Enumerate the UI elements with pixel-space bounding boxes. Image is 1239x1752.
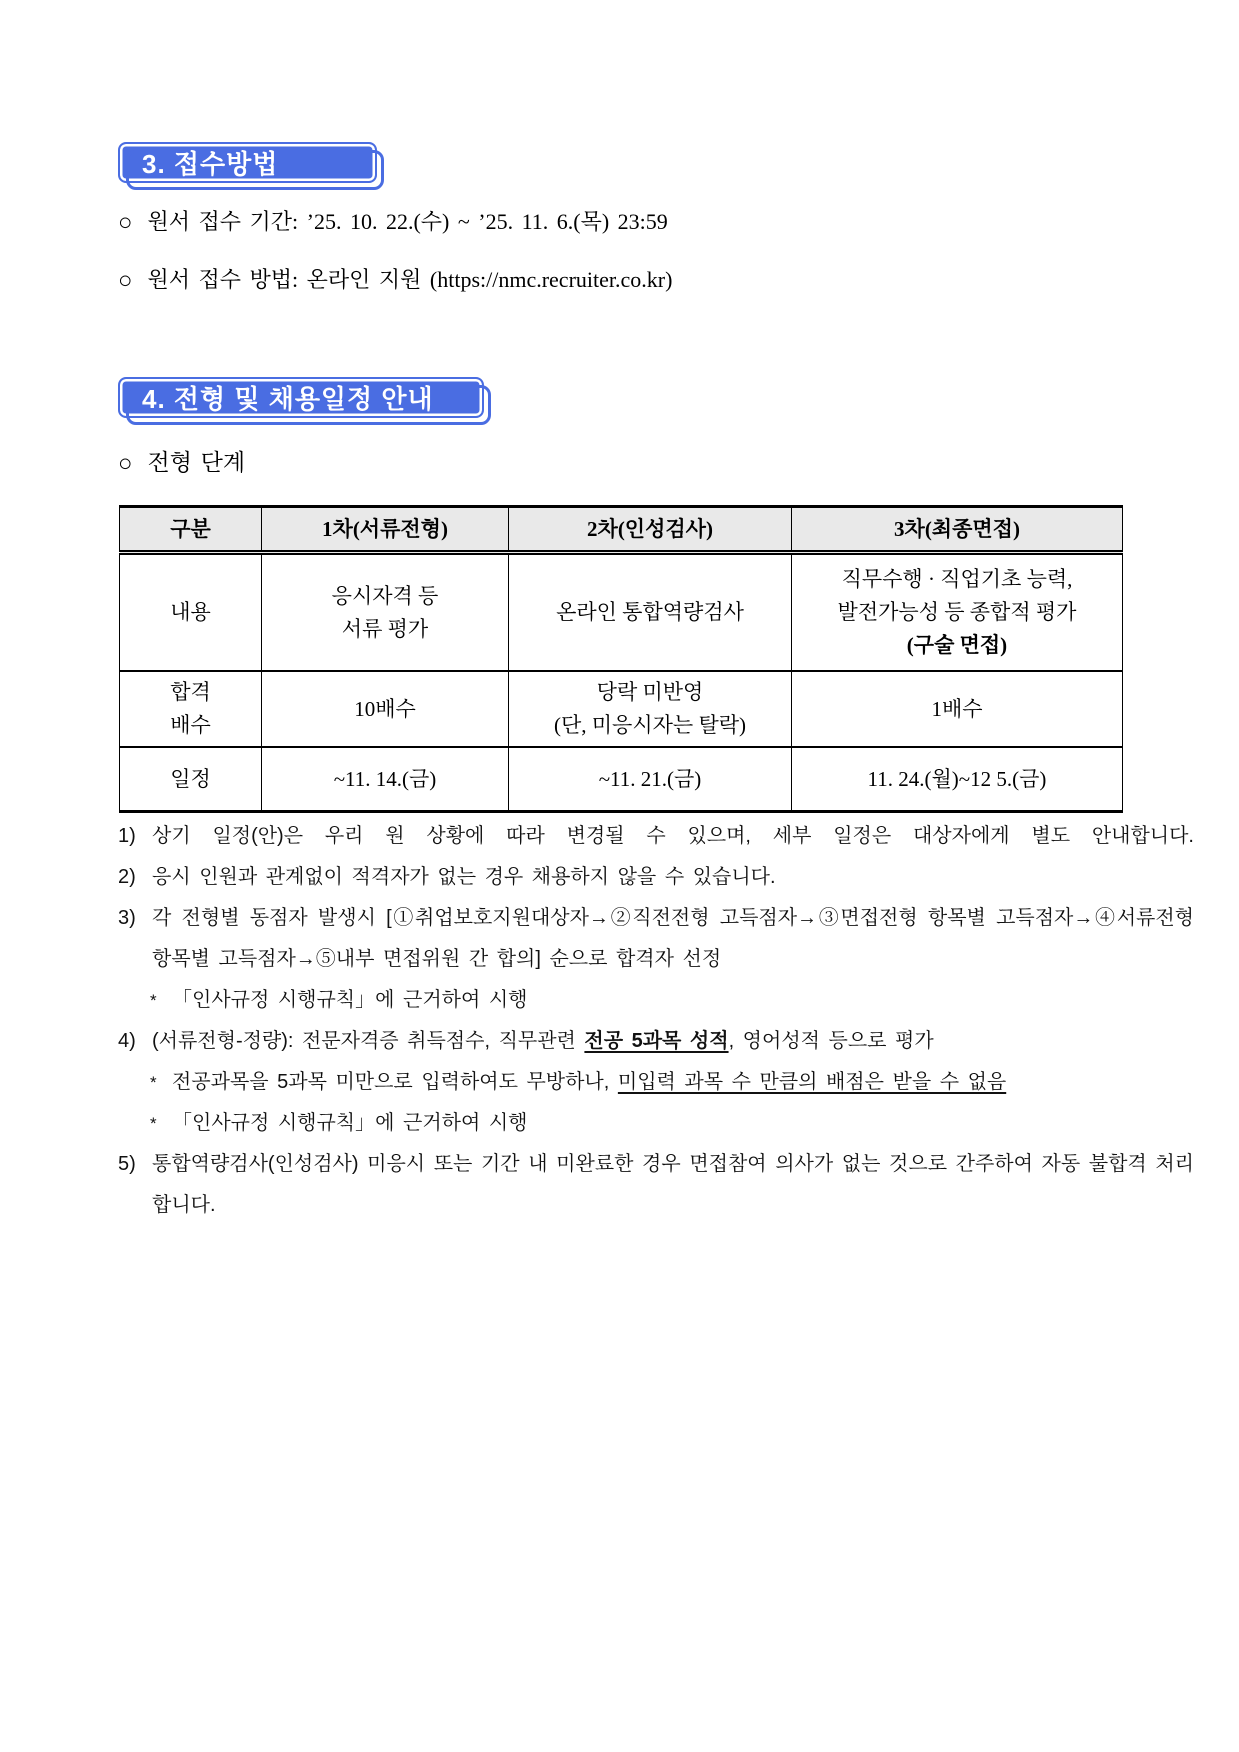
table-cell [262, 671, 509, 747]
footnote-text: 「인사규정 시행규칙」에 근거하여 시행 [172, 989, 528, 1011]
application-url-link[interactable]: https://nmc.recruiter.co.kr [437, 267, 666, 292]
footnotes [118, 816, 1194, 1226]
footnote-marker: 2) [118, 866, 136, 888]
footnote-text: 각 전형별 동점자 발생시 [①취업보호지원대상자→②직전전형 고득점자→③면접전형 항목별 고득점자→④서류전형 항목별 고득점자→⑤내부 면접위원 간 합의] 순으로 합격자 선정 [152, 907, 1194, 970]
table-header-row [120, 507, 1123, 553]
footnote-4-sub-pre: 전공과목을 5과목 미만으로 입력하여도 무방하나, [172, 1071, 618, 1093]
table-row-content [120, 553, 1123, 672]
section-3-header-box [118, 142, 377, 183]
circle-bullet-icon: ○ [118, 210, 133, 236]
footnote-marker: 4) [118, 1030, 136, 1052]
cell-line: 배수 [170, 713, 211, 737]
section-4-title: 4. 전형 및 채용일정 안내 [142, 384, 434, 414]
footnote-4-subnote-2 [150, 1103, 1194, 1144]
footnote-marker: 1) [118, 825, 136, 847]
footnote-text [172, 1062, 1194, 1103]
cell-line: 11. 24.(월)~12 5.(금) [867, 766, 1047, 791]
application-method-line [118, 263, 672, 294]
asterisk-marker: * [150, 1073, 157, 1092]
circle-bullet-icon: ○ [118, 451, 133, 477]
footnote-4-post: , 영어성적 등으로 평가 [728, 1030, 934, 1052]
row-label-cell [120, 553, 262, 672]
col-header-category: 구분 [120, 507, 262, 553]
circle-bullet-icon: ○ [118, 268, 133, 294]
table-row-pass-ratio [120, 671, 1123, 747]
cell-line: ~11. 14.(금) [333, 766, 437, 791]
col-header-round1: 1차(서류전형) [262, 507, 509, 553]
table-cell [262, 553, 509, 672]
footnote-4-pre: (서류전형-정량): 전문자격증 취득점수, 직무관련 [152, 1030, 585, 1052]
footnote-text [152, 1021, 1194, 1062]
cell-line: 내용 [170, 600, 211, 624]
col-header-round3: 3차(최종면접) [792, 507, 1123, 553]
footnote-marker: 3) [118, 907, 136, 929]
section-4-header-box [118, 377, 484, 418]
footnote-text: 응시 인원과 관계없이 적격자가 없는 경우 채용하지 않을 수 있습니다. [152, 866, 776, 888]
cell-line: 당락 미반영 [596, 680, 704, 704]
cell-line: 서류 평가 [341, 616, 429, 641]
footnote-4-emphasis: 전공 5과목 성적 [584, 1030, 729, 1052]
row-label-cell [120, 671, 262, 747]
footnote-2 [118, 857, 1194, 898]
table-cell [509, 671, 792, 747]
footnote-4-subnote-1 [150, 1062, 1194, 1103]
col-header-round2: 2차(인성검사) [509, 507, 792, 553]
cell-line-bold: (구술 면접) [906, 633, 1008, 657]
application-period-line [118, 205, 668, 236]
cell-line: 직무수행 · 직업기초 능력, [841, 567, 1073, 591]
footnote-5 [118, 1144, 1194, 1226]
cell-line: 10배수 [354, 696, 416, 721]
application-method-pre: 원서 접수 방법: 온라인 지원 ( [147, 267, 438, 292]
footnote-3 [118, 898, 1194, 980]
table-cell [262, 747, 509, 812]
selection-stage-label: 전형 단계 [147, 450, 246, 475]
cell-line: 합격 [170, 680, 211, 704]
cell-line: 온라인 통합역량검사 [556, 600, 744, 624]
cell-line: 일정 [170, 766, 211, 791]
footnote-text: 상기 일정(안)은 우리 원 상황에 따라 변경될 수 있으며, 세부 일정은 대상자에게 별도 안내합니다. [152, 825, 1194, 847]
footnote-3-subnote [150, 980, 1194, 1021]
table-cell [792, 747, 1123, 812]
asterisk-marker: * [150, 1114, 157, 1133]
footnote-marker: 5) [118, 1153, 136, 1175]
selection-schedule-table [119, 505, 1123, 813]
table-cell [792, 671, 1123, 747]
asterisk-marker: * [150, 991, 157, 1010]
cell-line: (단, 미응시자는 탈락) [553, 713, 747, 737]
selection-stage-subheading [118, 444, 245, 477]
cell-line: 발전가능성 등 종합적 평가 [837, 600, 1077, 624]
footnote-1 [118, 816, 1194, 857]
section-3-title: 3. 접수방법 [142, 149, 279, 179]
table-cell [792, 553, 1123, 672]
footnote-4-sub-underline: 미입력 과목 수 만큼의 배점은 받을 수 없음 [617, 1071, 1007, 1093]
row-label-cell [120, 747, 262, 812]
footnote-text: 통합역량검사(인성검사) 미응시 또는 기간 내 미완료한 경우 면접참여 의사가 없는 것으로 간주하여 자동 불합격 처리합니다. [152, 1153, 1194, 1216]
application-method-post: ) [665, 267, 673, 292]
cell-line: 응시자격 등 [331, 583, 439, 608]
footnote-4 [118, 1021, 1194, 1062]
table-cell [509, 747, 792, 812]
application-method-text [148, 263, 673, 294]
table-cell [509, 553, 792, 672]
cell-line: 1배수 [931, 696, 983, 721]
cell-line: ~11. 21.(금) [598, 766, 702, 791]
table-row-schedule [120, 747, 1123, 812]
selection-schedule-table-wrap [119, 505, 1122, 813]
application-period-text: 원서 접수 기간: ’25. 10. 22.(수) ~ ’25. 11. 6.(목) 23:59 [147, 209, 668, 234]
footnote-text: 「인사규정 시행규칙」에 근거하여 시행 [172, 1112, 528, 1134]
